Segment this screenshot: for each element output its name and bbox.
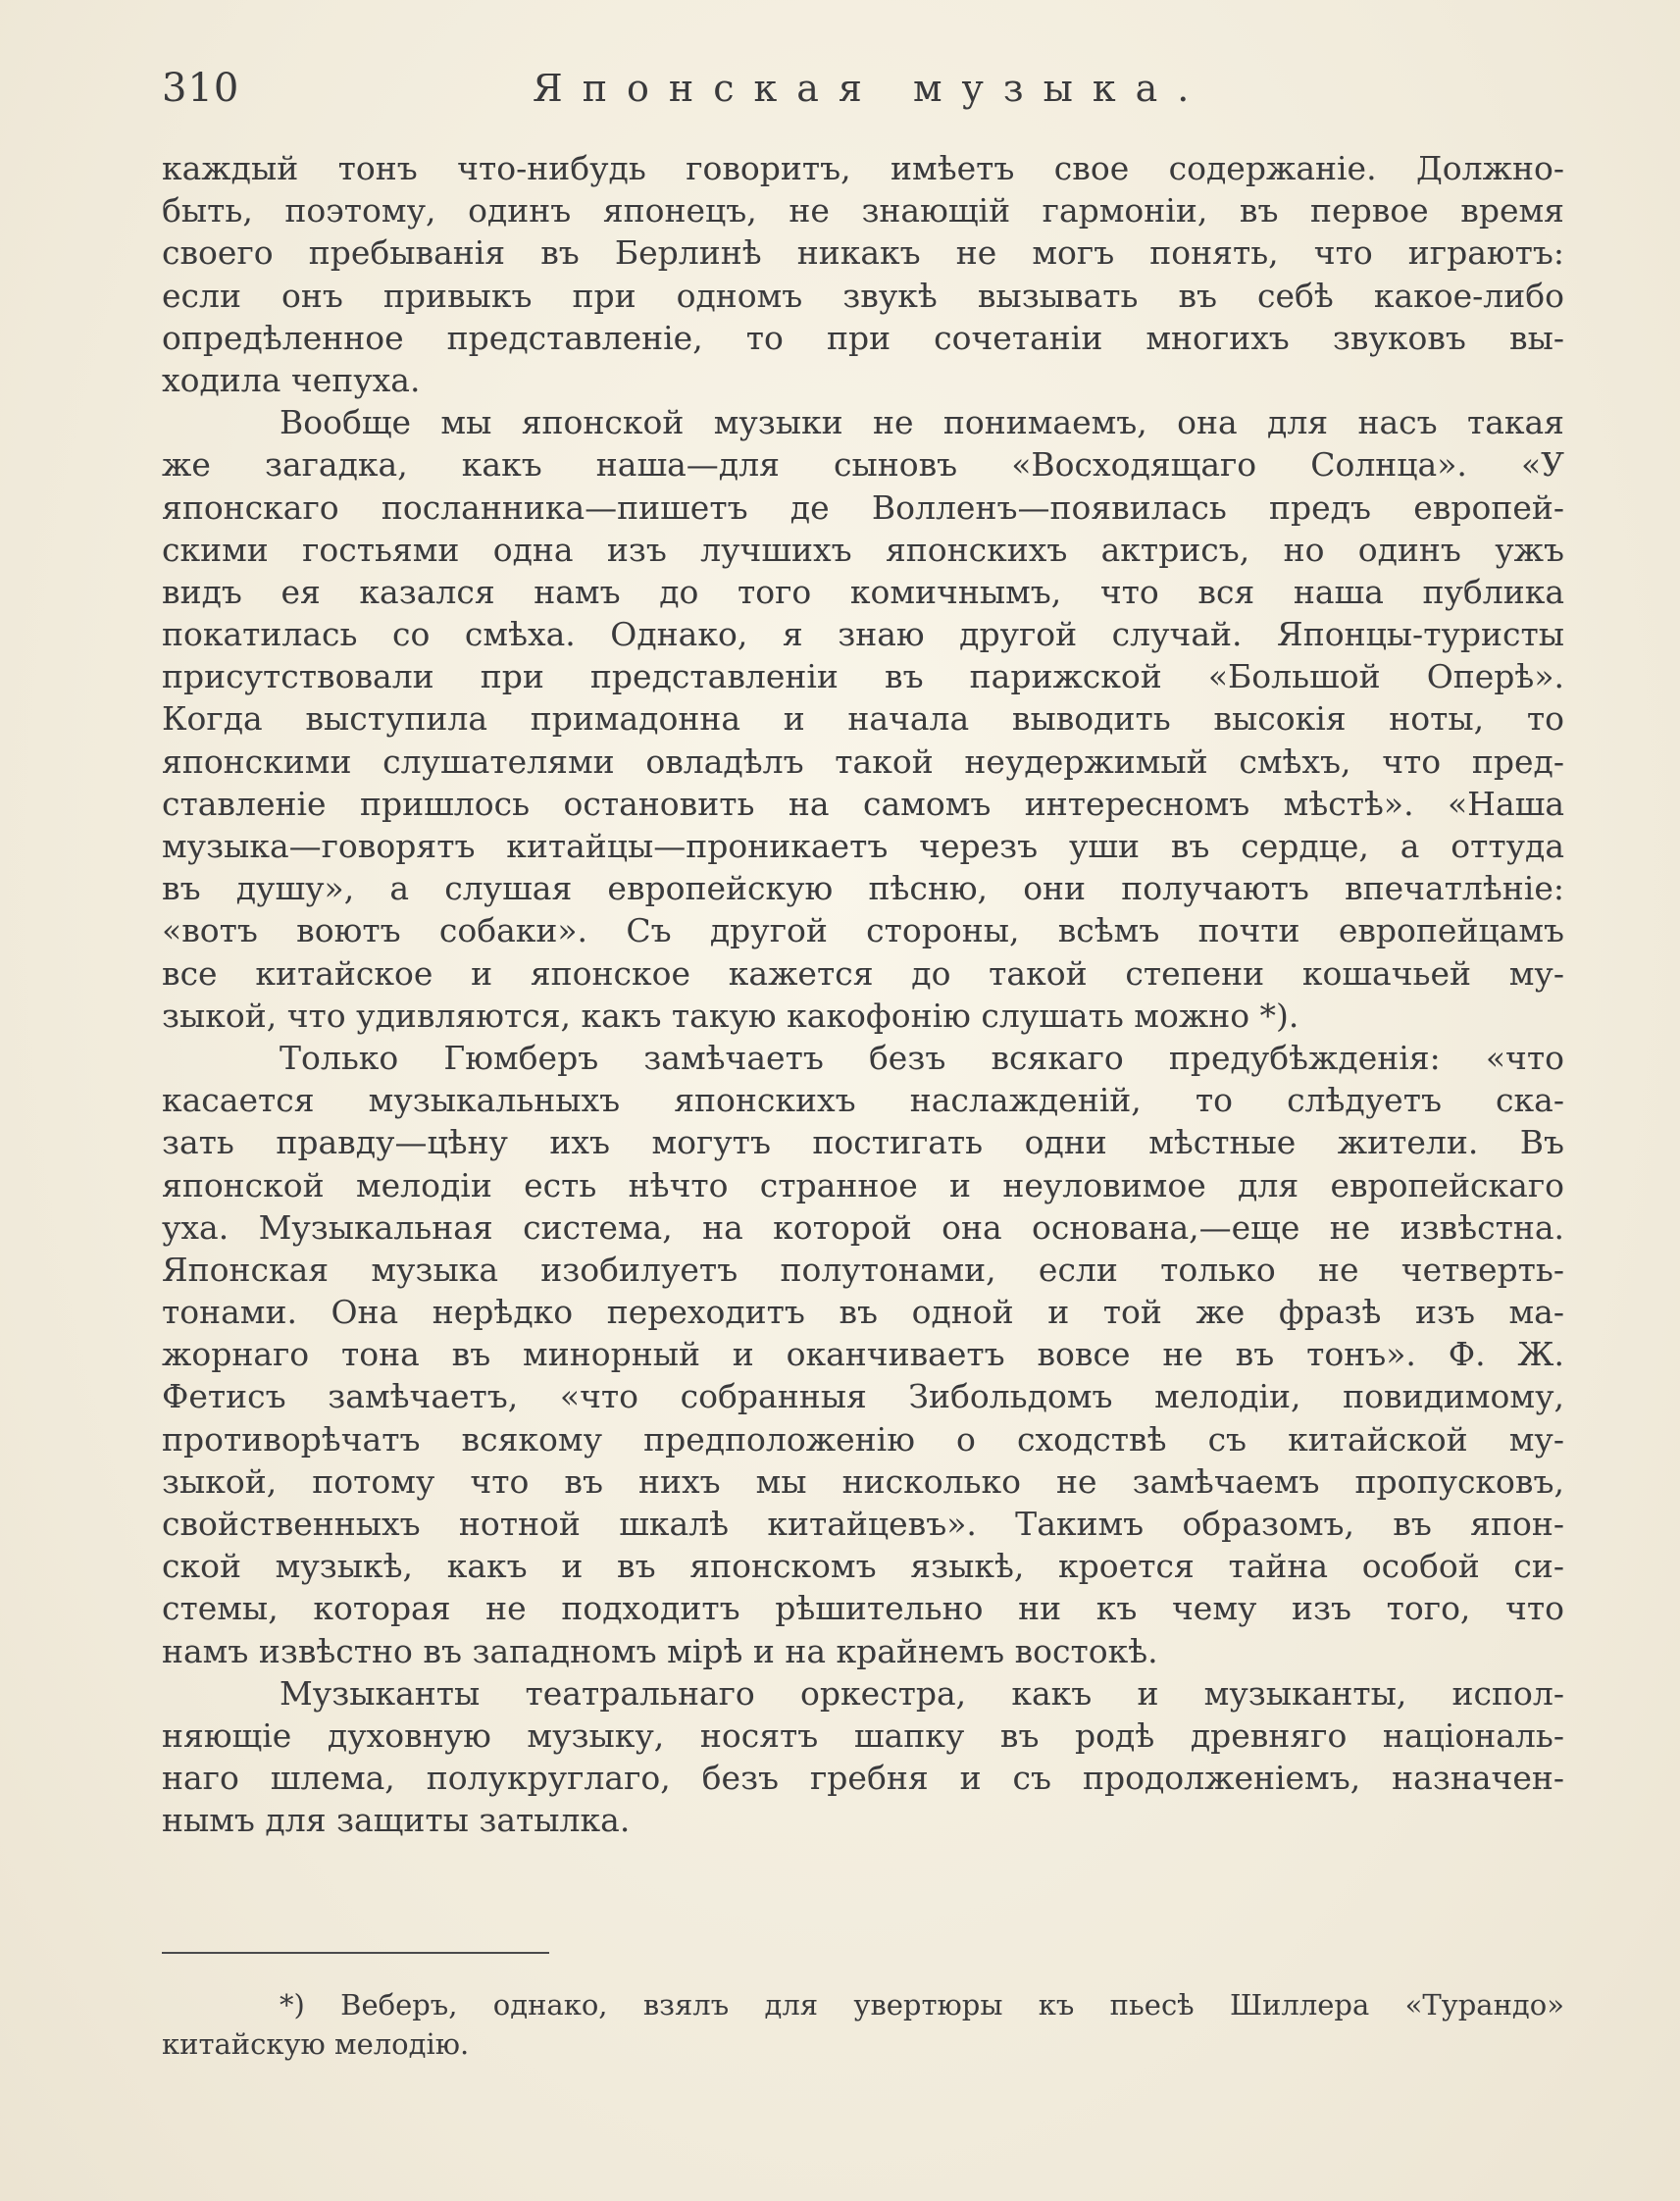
text-line: уха. Музыкальная система, на которой она основана,—еще не извѣстна. (162, 1207, 1564, 1247)
text-line: видъ ея казался намъ до того комичнымъ, что вся наша публика (162, 572, 1564, 611)
text-line: въ душу», а слушая европейскую пѣсню, они получаютъ впечатлѣніе: (162, 869, 1564, 908)
text-line: быть, поэтому, одинъ японецъ, не знающій гармоніи, въ первое время (162, 191, 1564, 230)
text-line: зыкой, потому что въ нихъ мы нисколько не замѣчаемъ пропусковъ, (162, 1461, 1564, 1501)
text-line: зать правду—цѣну ихъ могутъ постигать одни мѣстные жители. Въ (162, 1123, 1564, 1162)
text-line: жорнаго тона въ минорный и оканчиваетъ вовсе не въ тонъ». Ф. Ж. (162, 1335, 1564, 1374)
text-line: намъ извѣстно въ западномъ мірѣ и на крайнемъ востокѣ. (162, 1631, 1158, 1670)
text-line: Когда выступила примадонна и начала выводить высокія ноты, то (162, 699, 1564, 739)
footnote (162, 1985, 1564, 2064)
page-number: 310 (162, 66, 240, 111)
text-line: касается музыкальныхъ японскихъ наслажденій, то слѣдуетъ ска- (162, 1081, 1564, 1120)
text-line: каждый тонъ что-нибудь говоритъ, имѣетъ свое содержаніе. Должно- (162, 149, 1564, 187)
main-text (162, 147, 1564, 1842)
paragraph-first-line: Музыканты театральнаго оркестра, какъ и музыканты, испол- (280, 1673, 1564, 1713)
paragraph-first-line: Вообще мы японской музыки не понимаемъ, она для насъ такая (280, 403, 1564, 442)
text-line: скими гостьями одна изъ лучшихъ японскихъ актрисъ, но одинъ ужъ (162, 530, 1564, 569)
text-line: няющіе духовную музыку, носятъ шапку въ родѣ древняго національ- (162, 1715, 1564, 1755)
footnote-line: китайскую мелодію. (162, 2027, 470, 2061)
text-line: наго шлема, полукруглаго, безъ гребня и съ продолженіемъ, назначен- (162, 1759, 1564, 1798)
text-line: ставленіе пришлось остановить на самомъ интересномъ мѣстѣ». «Наша (162, 784, 1564, 823)
page-header (162, 61, 1554, 116)
text-line: присутствовали при представленіи въ парижской «Большой Оперѣ». (162, 657, 1564, 696)
text-line: музыка—говорятъ китайцы—проникаетъ черезъ уши въ сердце, а оттуда (162, 827, 1564, 865)
text-line: же загадка, какъ наша—для сыновъ «Восходящаго Солнца». «У (162, 445, 1564, 485)
text-line: «вотъ воютъ собаки». Съ другой стороны, всѣмъ почти европейцамъ (162, 911, 1564, 950)
text-line: тонами. Она нерѣдко переходитъ въ одной и той же фразѣ изъ ма- (162, 1293, 1564, 1332)
text-line: своего пребыванія въ Берлинѣ никакъ не могъ понять, что играютъ: (162, 233, 1564, 273)
running-title: Японская музыка. (533, 67, 1209, 110)
text-line: Фетисъ замѣчаетъ, «что собранныя Зибольдомъ мелодіи, повидимому, (162, 1377, 1564, 1416)
text-line: зыкой, что удивляются, какъ такую какофонію слушать можно *). (162, 996, 1299, 1035)
text-line: японскаго посланника—пишетъ де Волленъ—появилась предъ европей- (162, 487, 1564, 527)
text-line: покатилась со смѣха. Однако, я знаю другой случай. Японцы-туристы (162, 615, 1564, 654)
text-line: ской музыкѣ, какъ и въ японскомъ языкѣ, кроется тайна особой си- (162, 1547, 1564, 1586)
text-line: нымъ для защиты затылка. (162, 1801, 631, 1840)
paragraph-first-line: Только Гюмберъ замѣчаетъ безъ всякаго предубѣжденія: «что (280, 1038, 1564, 1077)
text-line: опредѣленное представленіе, то при сочетаніи многихъ звуковъ вы- (162, 318, 1564, 357)
text-line: ходила чепуха. (162, 360, 421, 399)
text-line: стемы, которая не подходитъ рѣшительно ни къ чему изъ того, что (162, 1589, 1564, 1628)
text-line: противорѣчатъ всякому предположенію о сходствѣ съ китайской му- (162, 1419, 1564, 1459)
text-line: Японская музыка изобилуетъ полутонами, если только не четверть- (162, 1250, 1564, 1289)
footnote-divider (162, 1952, 549, 1954)
text-line: японскими слушателями овладѣлъ такой неудержимый смѣхъ, что пред- (162, 742, 1564, 781)
footnote-line: *) Веберъ, однако, взялъ для увертюры къ пьесѣ Шиллера «Турандо» (280, 1988, 1564, 2022)
text-line: свойственныхъ нотной шкалѣ китайцевъ». Такимъ образомъ, въ япон- (162, 1505, 1564, 1543)
text-line: если онъ привыкъ при одномъ звукѣ вызывать въ себѣ какое-либо (162, 276, 1564, 315)
text-line: японской мелодіи есть нѣчто странное и неуловимое для европейскаго (162, 1165, 1564, 1204)
text-line: все китайское и японское кажется до такой степени кошачьей му- (162, 953, 1564, 993)
